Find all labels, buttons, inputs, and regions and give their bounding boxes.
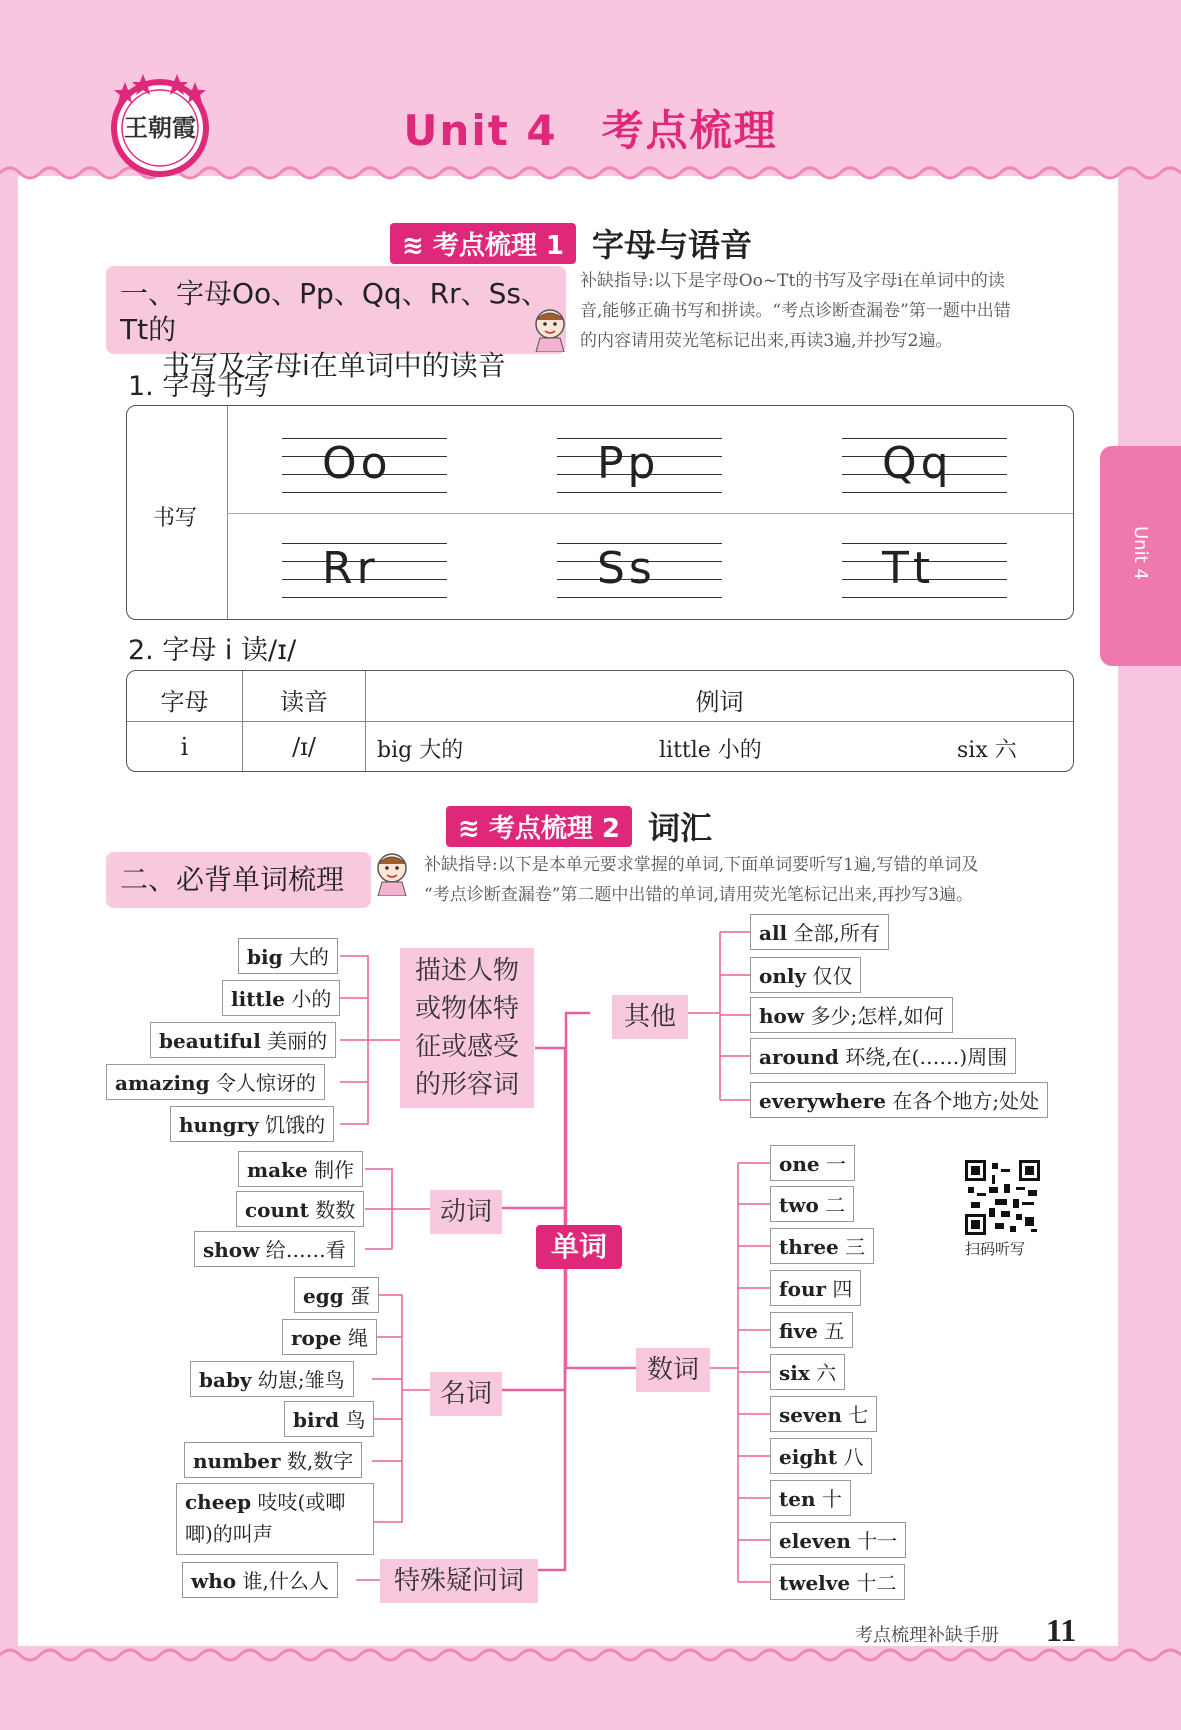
- word-chip: twelve 十二: [770, 1564, 905, 1600]
- word-chip: make 制作: [238, 1151, 363, 1187]
- category-wh-words: 特殊疑问词: [380, 1559, 538, 1603]
- section2-topic-box: 二、必背单词梳理: [106, 852, 371, 908]
- word-chip: only 仅仅: [750, 957, 861, 993]
- header-examples: 例词: [695, 688, 744, 716]
- letter-glyph: Oo: [322, 438, 392, 489]
- letter-glyph: Ss: [597, 543, 656, 594]
- section1-title: 字母与语音: [591, 226, 752, 264]
- word-chip: amazing 令人惊讶的: [106, 1064, 325, 1100]
- example-word: big 大的: [377, 738, 464, 763]
- word-chip: count 数数: [236, 1191, 364, 1227]
- word-chip: who 谁,什么人: [182, 1562, 338, 1598]
- word-chip: eight 八: [770, 1438, 872, 1474]
- word-chip: two 二: [770, 1186, 854, 1222]
- header-sound: 读音: [280, 688, 328, 716]
- page-title: Unit 4 考点梳理: [403, 106, 778, 155]
- word-chip: hungry 饥饿的: [170, 1106, 334, 1142]
- section2-guide-line2: “考点诊断查漏卷”第二题中出错的单词,请用荧光笔标记出来,再抄写3遍。: [424, 885, 974, 905]
- category-adjectives: 描述人物或物体特征或感受的形容词: [400, 948, 534, 1108]
- word-chip: four 四: [770, 1270, 861, 1306]
- section1-guide-line1: 补缺指导:以下是字母Oo~Tt的书写及字母i在单词中的读: [580, 271, 1005, 291]
- side-tab-label: Unit 4: [1130, 526, 1151, 580]
- word-chip: little 小的: [222, 980, 340, 1016]
- word-chip: big 大的: [238, 938, 338, 974]
- word-chip: around 环绕,在(……)周围: [750, 1038, 1016, 1074]
- word-chip: ten 十: [770, 1480, 851, 1516]
- footer-book-title: 考点梳理补缺手册: [855, 1625, 999, 1646]
- page-number: 11: [1046, 1612, 1077, 1648]
- center-node-words: 单词: [536, 1225, 622, 1269]
- section1-badge: ≋ 考点梳理 1: [390, 223, 576, 264]
- section2-title: 词汇: [647, 809, 712, 847]
- cell-letter: i: [180, 733, 189, 761]
- word-chip: baby 幼崽;雏鸟: [190, 1361, 354, 1397]
- word-chip: number 数,数字: [184, 1442, 362, 1478]
- word-chip: bird 鸟: [284, 1401, 374, 1437]
- word-chip: all 全部,所有: [750, 914, 889, 950]
- word-chip: egg 蛋: [294, 1277, 379, 1313]
- section1-guide-line3: 的内容请用荧光笔标记出来,再读3遍,并抄写2遍。: [580, 331, 953, 351]
- word-chip: everywhere 在各个地方;处处: [750, 1082, 1048, 1118]
- word-chip: cheep 吱吱(或唧唧)的叫声: [176, 1483, 374, 1555]
- subheading-letter-writing: 1. 字母书写: [128, 371, 271, 402]
- logo-text: 王朝霞: [124, 113, 196, 142]
- letter-glyph: Qq: [882, 438, 953, 489]
- letter-glyph: Rr: [322, 543, 379, 594]
- section2-guide-line1: 补缺指导:以下是本单元要求掌握的单词,下面单词要听写1遍,写错的单词及: [424, 855, 979, 875]
- header-letter: 字母: [160, 688, 209, 716]
- category-numbers: 数词: [636, 1348, 710, 1392]
- section1-topic-line2: 书写及字母i在单词中的读音: [162, 349, 506, 382]
- qr-label: 扫码听写: [965, 1240, 1026, 1258]
- category-verbs: 动词: [430, 1190, 502, 1234]
- category-others: 其他: [612, 995, 688, 1039]
- word-chip: eleven 十一: [770, 1522, 906, 1558]
- category-nouns: 名词: [430, 1372, 502, 1416]
- word-chip: how 多少;怎样,如何: [750, 997, 953, 1033]
- word-chip: rope 绳: [282, 1319, 377, 1355]
- letter-glyph: Tt: [882, 543, 935, 594]
- word-chip: three 三: [770, 1228, 874, 1264]
- section1-guide-line2: 音,能够正确书写和拼读。“考点诊断查漏卷”第一题中出错: [580, 301, 1011, 321]
- word-chip: five 五: [770, 1312, 853, 1348]
- section2-badge: ≋ 考点梳理 2: [446, 806, 632, 847]
- word-chip: seven 七: [770, 1396, 877, 1432]
- writing-label: 书写: [153, 506, 198, 531]
- word-chip: show 给……看: [194, 1231, 355, 1267]
- word-chip: beautiful 美丽的: [150, 1022, 336, 1058]
- word-chip: one 一: [770, 1145, 855, 1181]
- cell-sound: /ɪ/: [292, 733, 316, 761]
- qr-code-icon[interactable]: [965, 1160, 1040, 1235]
- subheading-letter-i: 2. 字母 i 读/ɪ/: [128, 635, 297, 666]
- letter-glyph: Pp: [597, 438, 660, 489]
- example-word: six 六: [957, 738, 1017, 763]
- word-chip: six 六: [770, 1354, 845, 1390]
- section1-topic-line1: 一、字母Oo、Pp、Qq、Rr、Ss、Tt的: [120, 277, 549, 346]
- example-word: little 小的: [659, 738, 762, 763]
